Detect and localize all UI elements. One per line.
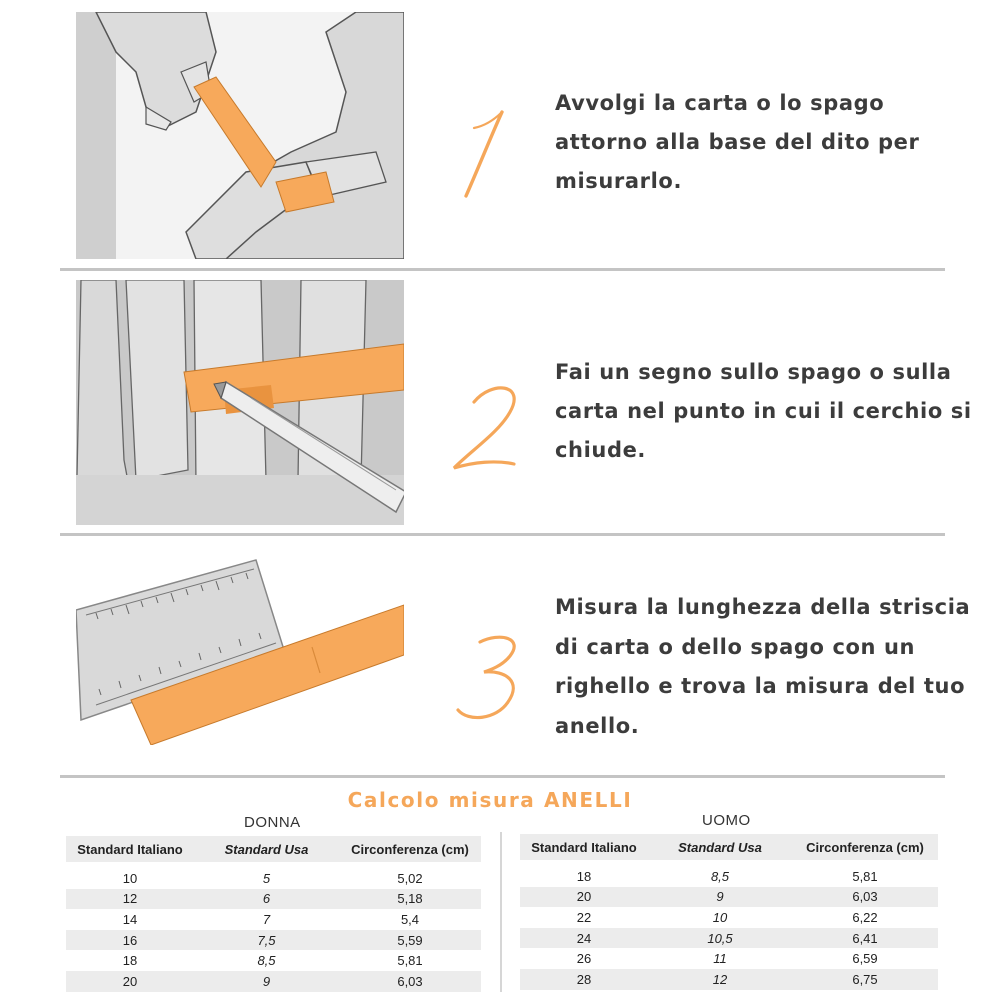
step-number-3 (444, 630, 534, 730)
cell-circ: 5,81 (397, 953, 423, 969)
cell-usa: 5 (262, 870, 271, 886)
col-header-circonferenza: Circonferenza (cm) (792, 834, 938, 860)
cell-circ: 6,59 (852, 951, 878, 967)
col-header-standard-usa: Standard Usa (194, 836, 339, 862)
table-row (520, 866, 938, 887)
pen-mark-illustration (76, 280, 404, 525)
table-row (66, 889, 481, 910)
cell-it: 20 (66, 971, 194, 992)
cell-it: 12 (66, 889, 194, 910)
table-row (520, 948, 938, 969)
col-header-standard-usa: Standard Usa (648, 834, 792, 860)
table-row (66, 971, 481, 992)
cell-usa: 8,5 (710, 868, 730, 884)
hand-wrap-illustration (76, 12, 404, 259)
cell-it: 20 (520, 887, 648, 908)
table-row (66, 868, 481, 889)
cell-it: 24 (520, 928, 648, 949)
table-row (520, 928, 938, 949)
step-number-1 (444, 104, 534, 204)
cell-usa: 10,5 (648, 928, 792, 949)
cell-usa: 9 (648, 887, 792, 908)
cell-circ: 6,03 (792, 887, 938, 908)
cell-circ: 5,81 (852, 868, 878, 884)
divider (60, 268, 945, 271)
cell-it: 28 (520, 969, 648, 990)
divider (60, 533, 945, 536)
cell-usa: 6 (194, 889, 339, 910)
cell-circ: 5,59 (339, 930, 481, 951)
cell-circ: 6,41 (792, 928, 938, 949)
table-row (520, 907, 938, 928)
col-header-standard-italiano: Standard Italiano (66, 836, 194, 862)
table-row (66, 909, 481, 930)
step-3-text: Misura la lunghezza della striscia di carta o dello spago con un righello e trova la misura del tuo anello. (555, 595, 971, 738)
table-row (520, 887, 938, 908)
cell-circ: 5,18 (339, 889, 481, 910)
cell-usa: 10 (712, 909, 728, 925)
cell-usa: 11 (713, 951, 727, 967)
cell-usa: 7,5 (194, 930, 339, 951)
cell-it: 18 (122, 953, 138, 969)
table-separator (500, 832, 502, 992)
cell-usa: 8,5 (257, 953, 276, 969)
cell-it: 26 (576, 951, 592, 967)
cell-circ: 6,03 (339, 971, 481, 992)
cell-circ: 5,02 (397, 870, 423, 886)
table-row (66, 950, 481, 971)
cell-circ: 6,22 (852, 909, 878, 925)
uomo-size-table (520, 834, 938, 990)
col-header-circonferenza: Circonferenza (cm) (339, 836, 481, 862)
cell-circ: 6,75 (792, 969, 938, 990)
cell-it: 10 (122, 870, 138, 886)
step-2-text: Fai un segno sullo spago o sulla carta nel punto in cui il cerchio si chiude. (555, 360, 972, 462)
table-row (520, 969, 938, 990)
cell-it: 16 (66, 930, 194, 951)
donna-size-table (66, 836, 481, 992)
step-number-2 (444, 380, 534, 480)
ruler-measure-illustration (76, 555, 404, 745)
divider (60, 775, 945, 778)
col-header-standard-italiano: Standard Italiano (520, 834, 648, 860)
cell-usa: 12 (648, 969, 792, 990)
cell-usa: 7 (262, 911, 271, 927)
cell-it: 14 (122, 911, 138, 927)
cell-circ: 5,4 (400, 911, 420, 927)
step-1-text: Avvolgi la carta o lo spago attorno alla base del dito per misurarlo. (555, 91, 920, 193)
calculator-title: Calcolo misura ANELLI (347, 788, 633, 812)
donna-label: DONNA (244, 814, 301, 831)
uomo-label: UOMO (702, 812, 751, 829)
cell-usa: 9 (194, 971, 339, 992)
cell-it: 22 (576, 909, 592, 925)
table-row (66, 930, 481, 951)
cell-it: 18 (576, 868, 592, 884)
